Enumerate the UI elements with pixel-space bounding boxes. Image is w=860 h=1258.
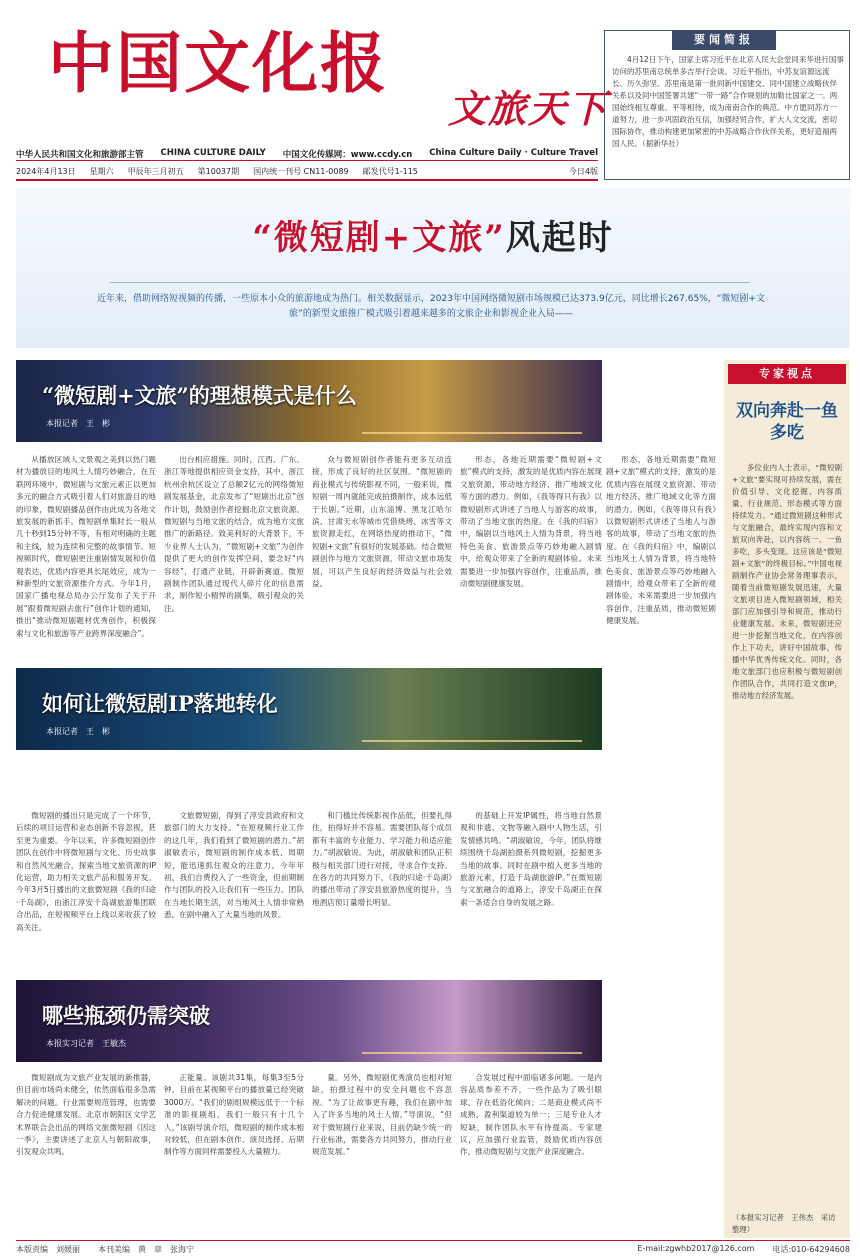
section-byline-1: 本报记者 王 彬 [46,419,110,428]
section-3-col-3: 量。另外，微短剧优秀演员也相对短缺，拍摄过程中的安全问题也不容忽视。“为了让故事更有趣，我们在剧中加入了许多当地的风土人情，”导演说，“但对于微短剧行业来说，目前仍缺少统一的行业标准，需要各方共同努力，推动行业规范发展。” [312,1073,452,1157]
footer [16,1244,850,1255]
section-2-col-2: 文旅微短剧，得到了淳安县政府和文旅部门的大力支持。“在短视频行业工作的这几年，我们看到了微短剧的潜力。”胡淑敏表示，微短剧的制作成本低、周期短，能迅速抓住观众的注意力。今年年初，我们自费投入了一些资金，但前期制作与团队的投入让我们有一些压力。团队在当地长期生活，对当地风土人情非常熟悉，在剧中融入了大量当地的风景。 [164,811,304,920]
masthead-english-tagline: China Culture Daily · Culture Travel [429,148,598,158]
issue-number: 第10037期 [197,167,240,176]
hero-rule [110,282,750,283]
section-byline-3: 本报实习记者 王敏杰 [46,1039,126,1048]
sidebar-title: 双向奔赴一鱼多吃 [736,401,838,443]
banner-decoration [362,676,582,742]
footer-email: E-mail:zgwhb2017@126.com [637,1244,755,1253]
masthead-info-line [16,148,598,160]
brief-tag: 要闻简报 [672,30,776,50]
section-1-col-3: 众与微短剧创作者能有更多互动连接，形成了良好的社区氛围。“微短剧的商业模式与传统影视不同，一般来说，微短剧一周内就能完成拍摄制作，成本远低于长剧。”近期，山东淄博、黑龙江哈尔滨、甘肃天水等城市凭借烧烤、冰雪等文旅资源走红，在网络热度的推动下，“微短剧+文旅”有很好的发展基础。结合微短剧创作与地方文旅资源，带动文旅市场发展，可以产生良好的经济效益与社会效益。 [312,455,452,589]
masthead-sub-logo: 文旅天下 [448,86,609,131]
section-1-col-4: 形态，各地近期需要“微短剧+文旅”模式的支持，激发的是优质内容在展现文旅资源、带动地方经济、推广地域文化等方面的潜力。例如，《我等得只有我》以微短剧形式讲述了当地人与游客的故事，带动了当地文旅的热度。在《我的归宿》中，编剧以当地风土人情为背景，将当地特色美食、旅游景点等巧妙地融入剧情中，给观众带来了全新的观剧体验。未来需要进一步加强内容创作，注重品质，推动微短剧健康发展。 [460,455,602,589]
sidebar-credit: （本报实习记者 王伟杰 采访整理） [732,1213,836,1234]
masthead-website: 中国文化传媒网：www.ccdy.cn [282,150,413,160]
issue-weekday: 星期六 [89,167,114,176]
masthead-english-name: CHINA CULTURE DAILY [160,148,266,158]
sidebar-text: 多位业内人士表示，“微短剧+文旅”要实现可持续发展，需在价值引导、文化挖掘、内容质量、行业规范、形态模式等方面持续发力。“通过微短剧这种形式与文旅融合，最终实现内容和文旅双向奔赴，以内容统一、一鱼多吃，多头变现。这应该是“微短剧+文旅”的终极目标。”中国电视剧制作产业协会常务理事表示，随着当前微短剧发展迅速，大量文旅项目进入微短剧领域，相关部门应加强引导和规范，推动行业健康发展。未来，微短剧还应进一步挖掘当地文化，在内容创作上下功夫，讲好中国故事，传播中华优秀传统文化。同时，各地文旅部门也应积极与微短剧创作团队合作，共同打造文旅IP，推动地方经济发展。 [732,463,842,700]
section-3-col-4: 合发展过程中面临诸多问题。一是内容品质参差不齐，一些作品为了吸引眼球，存在低俗化倾向；二是商业模式尚不成熟，盈利渠道较为单一；三是专业人才短缺，制作团队水平有待提高。专家建议，应加强行业监管，鼓励优质内容创作，推动微短剧与文旅产业深度融合。 [460,1073,602,1157]
banner-decoration [362,988,582,1054]
section-1-col-2: 出台相应措施。同时，江西、广东、浙江等地提供相应资金支持，其中，浙江杭州余杭区设立了总额2亿元的网络微短剧发展基金，北京发布了“短剧出北京”创作计划，鼓励创作者挖掘北京文旅资源。微短剧与当地文旅的结合，成为地方文旅推广的新路径。致美利好的大背景下，不少业界人士认为，“微短剧+文旅”为创作提供了更大的创作发挥空间，要念好“内容经”，打通产业链，开辟新赛道。微短剧制作团队通过现代人碎片化的信息需求，制作短小精悍的剧集，吸引观众的关注。 [164,455,304,613]
masthead-sponsor: 中华人民共和国文化和旅游部主管 [16,150,144,160]
section-banner-2 [16,668,602,750]
section-title-2: 如何让微短剧IP落地转化 [42,691,278,716]
sidebar-tag: 专家视点 [728,364,846,384]
hero-intro: 近年来，借助网络短视频的传播，一些原本小众的旅游地成为热门。相关数据显示，2023年中国网络微短剧市场规模已达373.9亿元，同比增长267.65%，“微短剧+文旅”的新型文旅推广模式吸引着越来越多的文旅企业和影视企业入局—— [97,294,765,319]
section-2-col-4: 的基础上开发IP属性，将当地自然景观和非遗、文物等融入剧中人物生活，引发情感共鸣。“胡淑敏说，今年，团队将继续围绕千岛湖拍摄系列微短剧，挖掘更多当地的故事。同时在剧中植入更多当地的旅游元素，打造千岛湖旅游IP。”在微短剧与文旅融合的道路上，淳安千岛湖正在探索一条适合自身的发展之路。 [460,811,602,907]
section-3-col-1: 微短剧成为文旅产业发展的新推器，但目前市场尚未健全，依然面临很多急需解决的问题。行业需要规范管理，也需要合力促进健康发展。北京市朝阳区文学艺术界联合会出品的网络文旅微短剧《因这一季》，主要讲述了北京人与朝阳故事，引发观众共鸣。 [16,1073,156,1157]
footer-phone: 电话:010-64294608 [772,1245,850,1254]
masthead-rule-top [16,160,598,161]
issue-date: 2024年4月13日 [16,167,76,176]
brief-text: 4月12日下午，国家主席习近平在北京人民大会堂同来华进行国事访问的苏里南总统单多吉举行会谈。习近平指出，中苏友谊源远流长、历久弥坚。苏里南是第一批同新中国建交、同中国建立战略伙伴关系以及同中国签署共建“一带一路”合作规划的加勒比国家之一。两国始终相互尊重、平等相待，成为南南合作的典范。中方愿同苏方一道努力，进一步巩固政治互信，加强经贸合作，扩大人文交流，密切国际协作，推动构建更加紧密的中苏战略合作伙伴关系，更好造福两国人民。（据新华社） [612,55,844,148]
hero-title [16,210,850,259]
section-banner-3 [16,980,602,1062]
footer-rule [16,1240,850,1241]
footer-editor: 本版责编 刘媛丽 [16,1245,80,1254]
banner-decoration [362,368,582,434]
issue-edition: 今日4版 [568,167,598,176]
section-byline-2: 本报记者 王 彬 [46,727,110,736]
section-2-col-1: 微短剧的播出只是完成了一个环节，后续的项目运营和业态创新不容忽视，甚至更为重要。今年以来，许多微短剧创作团队在创作中将微短剧与文化、历史故事和自然风光融合，探索当地文旅资源的IP化运营，助力相关文旅产品和服务开发。今年3月5日播出的文旅微短剧《我的归途·千岛湖》，由浙江淳安千岛湖旅游集团联合出品，在短视频平台上线以来收获了较高关注。 [16,811,156,932]
section-2-col-3: 和门槛比传统影视作品低，但要扎得住，拍得好并不容易。需要团队每个成员都有丰富的专业能力、学习能力和适应能力。”胡淑敏说。为此，胡淑敏和团队正积极与相关部门进行对接，寻求合作支持。在各方的共同努力下，《我的归途·千岛湖》的播出带动了淳安县旅游热度的提升，当地酒店预订量增长明显。 [312,811,452,907]
issue-cn: 国内统一刊号 CN11-0089 [253,167,349,176]
section-3-col-2: 正能量。该剧共31集，每集3至5分钟，目前在某视频平台的播放量已经突破3000万。“我们的剧组规模远低于一个标准的影视剧组，我们一般只有十几个人，”该剧导演介绍，微短剧的制作成本相对较低，但在剧本创作、演员选择、后期制作等方面同样需要投入大量精力。 [164,1073,304,1157]
section-title-1: “微短剧+文旅”的理想模式是什么 [42,383,357,408]
masthead-logo: 中国文化报 [48,24,388,102]
section-1-col-5: 形态，各地近期需要“微短剧+文旅”模式的支持，激发的是优质内容在展现文旅资源、带动地方经济、推广地域文化等方面的潜力。例如，《我等得只有我》以微短剧形式讲述了当地人与游客的故事，带动了当地文旅的热度。在《我的归宿》中，编剧以当地风土人情为背景，将当地特色美食、旅游景点等巧妙地融入剧情中，给观众带来了全新的观剧体验。未来需要进一步加强内容创作，注重品质，推动微短剧健康发展。 [606,455,716,626]
hero-title-rest: 风起时 [505,218,614,258]
masthead-issue-line [16,166,598,177]
section-title-3: 哪些瓶颈仍需突破 [42,1003,210,1028]
section-banner-1 [16,360,602,442]
section-1-col-1: 从播放区域人文景观之美到以热门题材为播放目的地风土人情巧妙融合，在互联网环境中，微短剧与文旅元素正以更加多元的融合方式吸引着人们对旅游目的地的印象，微短剧播品创作由此成为各地文旅发展的新抓手。微短剧单集时长一般从几十秒到15分钟不等，有相对明确的主题和主线，较为连续和完整的故事情节。短视频时代，微短剧更注重剧情发展和价值观表达，优质内容更具长尾效应，成为一种新型的文旅资源推介方式。今年1月，国家广播电视总局办公厅发布了关于开展“跟着微短剧去旅行”创作计划的通知，推出“推动微短剧题材优秀创作，积极探索与文化和旅游等产业跨界深度融合”。 [16,455,156,638]
issue-lunar: 甲辰年三月初五 [127,167,184,176]
footer-review: 本刊美编 黄 章 张海宁 [98,1245,194,1254]
masthead-rule-bottom [16,179,598,181]
issue-postal: 邮发代号1-115 [362,167,418,176]
hero-title-quote: “微短剧+文旅” [252,218,506,258]
